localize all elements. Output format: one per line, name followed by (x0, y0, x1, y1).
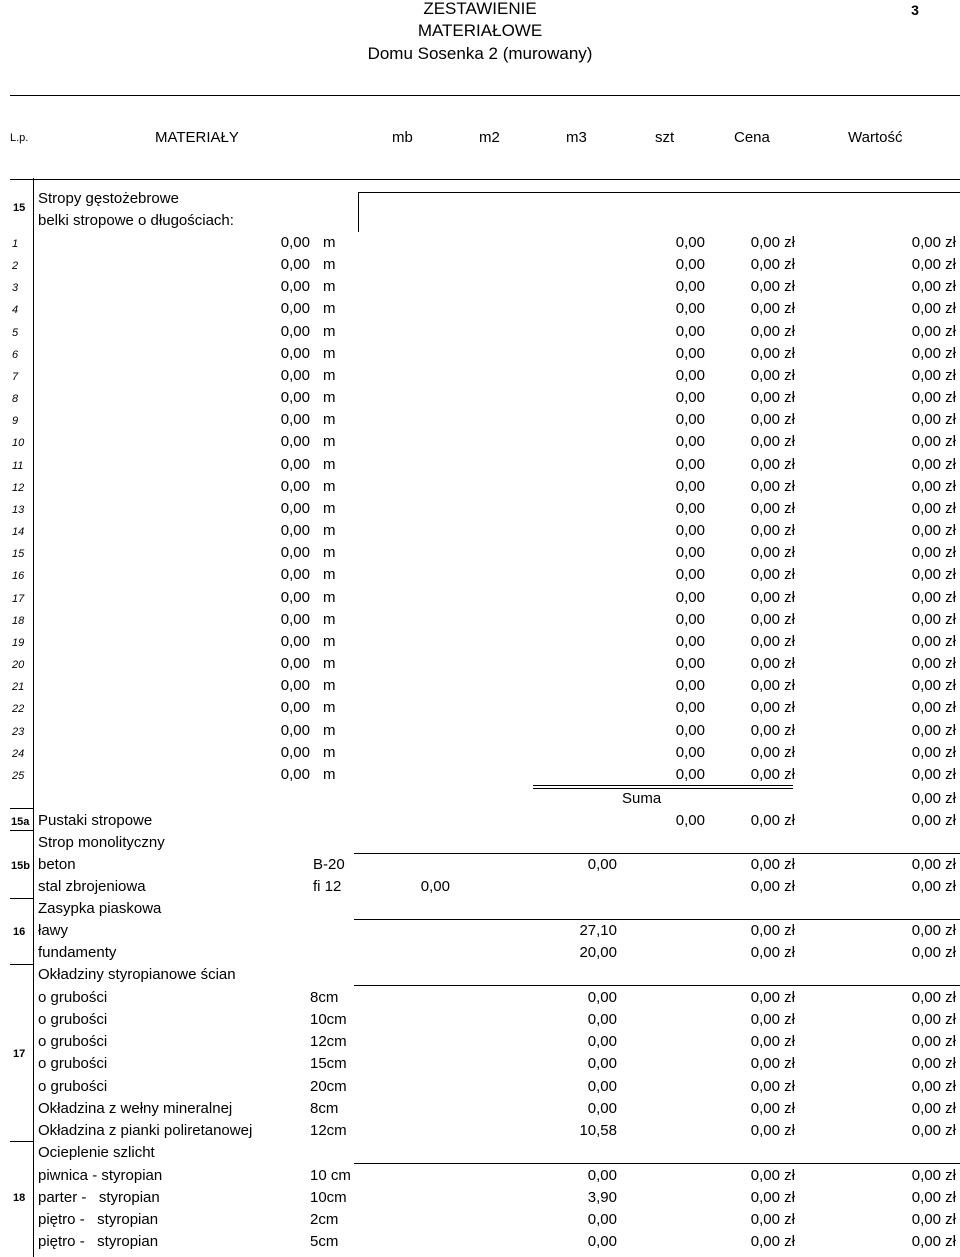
m2-value: 0,00 (587, 1211, 617, 1229)
cena-value: 0,00 zł (750, 522, 795, 540)
unit-label: m (323, 411, 336, 429)
grid-line (10, 808, 34, 809)
section-subtitle: belki stropowe o długościach: (38, 212, 234, 229)
szt-value: 0,00 (675, 812, 705, 829)
suma-underline (533, 785, 793, 786)
cena-value: 0,00 zł (750, 1233, 795, 1251)
szt-value: 0,00 (675, 322, 705, 340)
wartosc-value: 0,00 zł (911, 1011, 956, 1029)
unit-label: m (323, 522, 336, 540)
item-spec: 12cm (310, 1033, 347, 1051)
wartosc-value: 0,00 zł (911, 856, 956, 873)
cena-value: 0,00 zł (750, 300, 795, 318)
row-number: 9 (12, 415, 19, 428)
wartosc-value: 0,00 zł (911, 743, 956, 761)
cena-value: 0,00 zł (750, 989, 795, 1006)
length-value: 0,00 (280, 632, 310, 650)
wartosc-value: 0,00 zł (911, 922, 956, 939)
item-spec: 12cm (310, 1121, 347, 1139)
suma-label: Suma (622, 790, 662, 807)
wartosc-value: 0,00 zł (911, 989, 956, 1006)
row-number: 11 (12, 459, 24, 472)
cena-value: 0,00 zł (750, 256, 795, 274)
wartosc-value: 0,00 zł (911, 677, 956, 695)
wartosc-value: 0,00 zł (911, 499, 956, 517)
wartosc-value: 0,00 zł (911, 1121, 956, 1139)
szt-value: 0,00 (675, 366, 705, 384)
unit-label: m (323, 300, 336, 318)
doc-title-line1: ZESTAWIENIE (423, 0, 537, 18)
cena-value: 0,00 zł (750, 922, 795, 939)
item-name: o grubości (38, 1033, 108, 1051)
wartosc-value: 0,00 zł (911, 477, 956, 495)
row-number: 21 (12, 681, 25, 694)
unit-label: m (323, 655, 336, 673)
header-m3: m3 (566, 129, 587, 146)
unit-label: m (323, 743, 336, 761)
row-number: 7 (12, 370, 19, 383)
wartosc-value: 0,00 zł (911, 944, 956, 961)
item-name: o grubości (38, 1011, 108, 1029)
page-number: 3 (911, 2, 919, 18)
grid-line (10, 964, 34, 965)
cena-value: 0,00 zł (750, 411, 795, 429)
length-value: 0,00 (280, 256, 310, 274)
m2-value: 0,00 (587, 989, 617, 1006)
wartosc-value: 0,00 zł (911, 300, 956, 318)
m2-value: 10,58 (579, 1121, 617, 1139)
szt-value: 0,00 (675, 610, 705, 628)
row-number: 1 (12, 238, 19, 250)
szt-value: 0,00 (675, 677, 705, 695)
item-spec: 15cm (310, 1055, 347, 1073)
suma-underline (533, 788, 793, 789)
item-name: Okładzina z wełny mineralnej (38, 1099, 233, 1117)
m3-value: 0,00 (587, 856, 617, 873)
cena-value: 0,00 zł (750, 878, 795, 895)
m2-value: 0,00 (587, 1099, 617, 1117)
szt-value: 0,00 (675, 566, 705, 584)
wartosc-value: 0,00 zł (911, 1189, 956, 1207)
row-number: 3 (12, 282, 19, 295)
length-value: 0,00 (280, 677, 310, 695)
row-number: 2 (12, 260, 19, 273)
row-number: 8 (12, 393, 19, 406)
m3-value: 20,00 (579, 944, 617, 961)
cena-value: 0,00 zł (750, 743, 795, 761)
wartosc-value: 0,00 zł (911, 765, 956, 783)
cena-value: 0,00 zł (750, 1211, 795, 1229)
wartosc-value: 0,00 zł (911, 632, 956, 650)
grid-line (354, 1163, 960, 1164)
m2-value: 0,00 (587, 1033, 617, 1051)
szt-value: 0,00 (675, 278, 705, 296)
row-number: 13 (12, 503, 25, 516)
cena-value: 0,00 zł (750, 1011, 795, 1029)
m2-value: 0,00 (587, 1077, 617, 1095)
wartosc-value: 0,00 zł (911, 256, 956, 274)
row-number: 17 (12, 592, 25, 605)
cena-value: 0,00 zł (750, 1099, 795, 1117)
row-number: 6 (12, 348, 19, 361)
suma-value: 0,00 zł (911, 790, 956, 807)
unit-label: m (323, 256, 336, 274)
unit-label: m (323, 322, 336, 340)
wartosc-value: 0,00 zł (911, 588, 956, 606)
item-spec: B-20 (313, 856, 345, 873)
wartosc-value: 0,00 zł (911, 878, 956, 895)
szt-value: 0,00 (675, 588, 705, 606)
unit-label: m (323, 433, 336, 451)
item-spec: 8cm (310, 1099, 339, 1117)
wartosc-value: 0,00 zł (911, 278, 956, 296)
header-materialy: MATERIAŁY (155, 129, 239, 146)
length-value: 0,00 (280, 743, 310, 761)
unit-label: m (323, 566, 336, 584)
grid-line (358, 192, 960, 193)
length-value: 0,00 (280, 721, 310, 739)
unit-label: m (323, 366, 336, 384)
grid-line (10, 1141, 34, 1142)
item-name: o grubości (38, 1077, 108, 1095)
mb-value: 0,00 (420, 878, 450, 895)
cena-value: 0,00 zł (750, 699, 795, 717)
cena-value: 0,00 zł (750, 765, 795, 783)
row-number: 22 (12, 703, 25, 716)
section-number: 18 (13, 1192, 26, 1204)
m2-value: 0,00 (587, 1167, 617, 1184)
cena-value: 0,00 zł (750, 655, 795, 673)
header-cena: Cena (734, 129, 770, 146)
cena-value: 0,00 zł (750, 610, 795, 628)
grid-line (354, 853, 960, 854)
m2-value: 0,00 (587, 1233, 617, 1251)
length-value: 0,00 (280, 477, 310, 495)
cena-value: 0,00 zł (750, 344, 795, 362)
grid-line (358, 192, 359, 232)
length-value: 0,00 (280, 566, 310, 584)
wartosc-value: 0,00 zł (911, 1033, 956, 1051)
szt-value: 0,00 (675, 743, 705, 761)
wartosc-value: 0,00 zł (911, 433, 956, 451)
item-spec: 2cm (310, 1211, 339, 1229)
szt-value: 0,00 (675, 234, 705, 251)
unit-label: m (323, 765, 336, 783)
length-value: 0,00 (280, 610, 310, 628)
wartosc-value: 0,00 zł (911, 411, 956, 429)
grid-line (33, 178, 34, 1257)
cena-value: 0,00 zł (750, 278, 795, 296)
unit-label: m (323, 699, 336, 717)
unit-label: m (323, 632, 336, 650)
szt-value: 0,00 (675, 544, 705, 562)
cena-value: 0,00 zł (750, 632, 795, 650)
szt-value: 0,00 (675, 522, 705, 540)
wartosc-value: 0,00 zł (911, 544, 956, 562)
unit-label: m (323, 610, 336, 628)
row-number: 4 (12, 304, 19, 317)
item-spec: fi 12 (313, 878, 342, 895)
item-name: piętro - styropian (38, 1233, 159, 1251)
section-title: Ocieplenie szlicht (38, 1144, 155, 1161)
cena-value: 0,00 zł (750, 1077, 795, 1095)
cena-value: 0,00 zł (750, 389, 795, 407)
szt-value: 0,00 (675, 433, 705, 451)
m2-value: 3,90 (587, 1189, 617, 1207)
row-number: 5 (12, 326, 19, 339)
cena-value: 0,00 zł (750, 1033, 795, 1051)
length-value: 0,00 (280, 433, 310, 451)
m2-value: 0,00 (587, 1055, 617, 1073)
cena-value: 0,00 zł (750, 366, 795, 384)
cena-value: 0,00 zł (750, 1055, 795, 1073)
wartosc-value: 0,00 zł (911, 1055, 956, 1073)
item-name: beton (38, 856, 76, 873)
szt-value: 0,00 (675, 344, 705, 362)
szt-value: 0,00 (675, 499, 705, 517)
wartosc-value: 0,00 zł (911, 234, 956, 251)
row-number: 16 (12, 570, 25, 583)
item-spec: 20cm (310, 1077, 347, 1095)
cena-value: 0,00 zł (750, 721, 795, 739)
row-number: 12 (12, 481, 25, 494)
item-name: Okładzina z pianki poliretanowej (38, 1121, 253, 1139)
section-number: 15 (13, 202, 26, 214)
cena-value: 0,00 zł (750, 499, 795, 517)
length-value: 0,00 (280, 411, 310, 429)
length-value: 0,00 (280, 389, 310, 407)
header-m2: m2 (479, 129, 500, 146)
row-number: 23 (12, 725, 25, 738)
length-value: 0,00 (280, 499, 310, 517)
unit-label: m (323, 234, 336, 251)
length-value: 0,00 (280, 588, 310, 606)
m2-value: 0,00 (587, 1011, 617, 1029)
szt-value: 0,00 (675, 455, 705, 473)
unit-label: m (323, 677, 336, 695)
row-number: 15 (12, 548, 25, 561)
length-value: 0,00 (280, 366, 310, 384)
cena-value: 0,00 zł (750, 234, 795, 251)
cena-value: 0,00 zł (750, 544, 795, 562)
section-title: Okładziny styropianowe ścian (38, 966, 236, 983)
section-number: 15a (11, 816, 30, 828)
unit-label: m (323, 544, 336, 562)
szt-value: 0,00 (675, 632, 705, 650)
length-value: 0,00 (280, 322, 310, 340)
header-lp: L.p. (10, 132, 29, 144)
row-number: 18 (12, 614, 25, 627)
unit-label: m (323, 588, 336, 606)
cena-value: 0,00 zł (750, 455, 795, 473)
szt-value: 0,00 (675, 389, 705, 407)
wartosc-value: 0,00 zł (911, 389, 956, 407)
wartosc-value: 0,00 zł (911, 699, 956, 717)
wartosc-value: 0,00 zł (911, 1167, 956, 1184)
item-name: o grubości (38, 989, 108, 1006)
item-spec: 5cm (310, 1233, 339, 1251)
unit-label: m (323, 455, 336, 473)
grid-line (10, 898, 34, 899)
table-header (10, 95, 960, 180)
row-number: 25 (12, 769, 25, 782)
szt-value: 0,00 (675, 256, 705, 274)
length-value: 0,00 (280, 655, 310, 673)
item-name: stal zbrojeniowa (38, 878, 146, 895)
unit-label: m (323, 389, 336, 407)
wartosc-value: 0,00 zł (911, 610, 956, 628)
wartosc-value: 0,00 zł (911, 812, 956, 829)
item-spec: 10cm (310, 1189, 347, 1207)
item-name: piętro - styropian (38, 1211, 159, 1229)
wartosc-value: 0,00 zł (911, 1099, 956, 1117)
section-number: 16 (13, 926, 26, 938)
row-number: 10 (12, 437, 25, 450)
unit-label: m (323, 344, 336, 362)
cena-value: 0,00 zł (750, 322, 795, 340)
wartosc-value: 0,00 zł (911, 344, 956, 362)
grid-line (354, 919, 960, 920)
cena-value: 0,00 zł (750, 944, 795, 961)
cena-value: 0,00 zł (750, 812, 795, 829)
length-value: 0,00 (280, 344, 310, 362)
length-value: 0,00 (280, 699, 310, 717)
row-number: 19 (12, 636, 25, 649)
length-value: 0,00 (280, 544, 310, 562)
unit-label: m (323, 499, 336, 517)
item-spec: 10 cm (310, 1167, 351, 1184)
cena-value: 0,00 zł (750, 477, 795, 495)
szt-value: 0,00 (675, 765, 705, 783)
cena-value: 0,00 zł (750, 1189, 795, 1207)
length-value: 0,00 (280, 278, 310, 296)
section-number: 17 (13, 1048, 26, 1060)
item-name: parter - styropian (38, 1189, 160, 1207)
cena-value: 0,00 zł (750, 566, 795, 584)
unit-label: m (323, 477, 336, 495)
item-name: piwnica - styropian (38, 1167, 163, 1184)
item-name: fundamenty (38, 944, 117, 961)
section-title: Zasypka piaskowa (38, 900, 162, 917)
section-title: Strop monolityczny (38, 834, 165, 851)
wartosc-value: 0,00 zł (911, 1077, 956, 1095)
header-mb: mb (392, 129, 413, 146)
item-name: Pustaki stropowe (38, 812, 153, 829)
unit-label: m (323, 721, 336, 739)
wartosc-value: 0,00 zł (911, 721, 956, 739)
grid-line (354, 985, 960, 986)
length-value: 0,00 (280, 765, 310, 783)
wartosc-value: 0,00 zł (911, 455, 956, 473)
length-value: 0,00 (280, 455, 310, 473)
wartosc-value: 0,00 zł (911, 322, 956, 340)
wartosc-value: 0,00 zł (911, 366, 956, 384)
cena-value: 0,00 zł (750, 1121, 795, 1139)
item-name: o grubości (38, 1055, 108, 1073)
wartosc-value: 0,00 zł (911, 1211, 956, 1229)
section-title: Stropy gęstożebrowe (38, 190, 179, 207)
cena-value: 0,00 zł (750, 856, 795, 873)
header-wartosc: Wartość (848, 129, 903, 146)
szt-value: 0,00 (675, 300, 705, 318)
szt-value: 0,00 (675, 411, 705, 429)
szt-value: 0,00 (675, 477, 705, 495)
szt-value: 0,00 (675, 655, 705, 673)
szt-value: 0,00 (675, 721, 705, 739)
row-number: 24 (12, 747, 25, 760)
cena-value: 0,00 zł (750, 1167, 795, 1184)
item-spec: 10cm (310, 1011, 347, 1029)
wartosc-value: 0,00 zł (911, 566, 956, 584)
cena-value: 0,00 zł (750, 677, 795, 695)
m3-value: 27,10 (579, 922, 617, 939)
doc-title-line3: Domu Sosenka 2 (murowany) (367, 44, 593, 63)
item-name: ławy (38, 922, 69, 939)
cena-value: 0,00 zł (750, 588, 795, 606)
szt-value: 0,00 (675, 699, 705, 717)
row-number: 14 (12, 526, 25, 539)
length-value: 0,00 (280, 300, 310, 318)
row-number: 20 (12, 659, 25, 672)
length-value: 0,00 (280, 522, 310, 540)
header-szt: szt (655, 129, 675, 146)
length-value: 0,00 (280, 234, 310, 251)
cena-value: 0,00 zł (750, 433, 795, 451)
wartosc-value: 0,00 zł (911, 522, 956, 540)
wartosc-value: 0,00 zł (911, 1233, 956, 1251)
doc-title-line2: MATERIAŁOWE (417, 21, 543, 40)
unit-label: m (323, 278, 336, 296)
item-spec: 8cm (310, 989, 339, 1006)
wartosc-value: 0,00 zł (911, 655, 956, 673)
section-number: 15b (11, 860, 30, 872)
